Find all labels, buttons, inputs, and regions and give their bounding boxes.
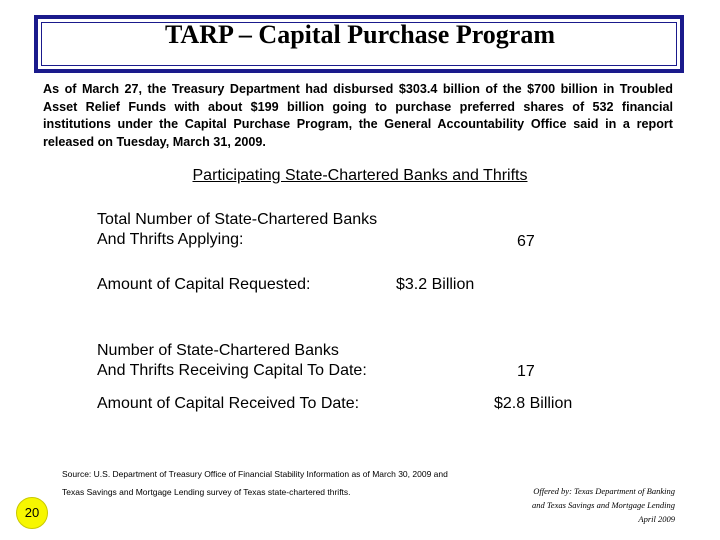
stat-receiving-label-line2: And Thrifts Receiving Capital To Date: bbox=[97, 362, 367, 379]
page-number-badge: 20 bbox=[16, 497, 48, 529]
source-line1: Source: U.S. Department of Treasury Office of Financial Stability Information as of March 30, 2009 and bbox=[62, 469, 448, 479]
page-title: TARP – Capital Purchase Program bbox=[165, 20, 555, 49]
stat-receiving-label-line1: Number of State-Chartered Banks bbox=[97, 342, 339, 359]
credit-note bbox=[455, 484, 675, 526]
stat-requested-label: Amount of Capital Requested: bbox=[97, 276, 311, 293]
source-note bbox=[62, 465, 448, 501]
section-heading: Participating State-Chartered Banks and Thrifts bbox=[192, 167, 528, 184]
credit-line1: Offered by: Texas Department of Banking bbox=[533, 486, 675, 496]
stat-requested-value: $3.2 Billion bbox=[396, 276, 475, 293]
stat-received-label: Amount of Capital Received To Date: bbox=[97, 395, 360, 412]
stat-applying-label-line1: Total Number of State-Chartered Banks bbox=[97, 211, 378, 228]
credit-line3: April 2009 bbox=[638, 514, 675, 524]
stat-applying-value: 67 bbox=[517, 233, 535, 250]
intro-paragraph: As of March 27, the Treasury Department had disbursed $303.4 billion of the $700 billion in Troubled Asset Relief Funds with about $199 billion going to purchase preferred shares of 532 financial institutions under the Capital Purchase Program, the General Accountability Office said in a report released on Tuesday, March 31, 2009. bbox=[43, 82, 673, 149]
stat-receiving-label bbox=[97, 341, 367, 381]
stat-received-value: $2.8 Billion bbox=[494, 395, 573, 412]
credit-line2: and Texas Savings and Mortgage Lending bbox=[531, 500, 675, 510]
stat-applying-label bbox=[97, 210, 377, 250]
stat-applying-label-line2: And Thrifts Applying: bbox=[97, 231, 244, 248]
source-line2: Texas Savings and Mortgage Lending survey of Texas state-chartered thrifts. bbox=[62, 487, 351, 497]
stat-receiving-value: 17 bbox=[517, 363, 535, 380]
